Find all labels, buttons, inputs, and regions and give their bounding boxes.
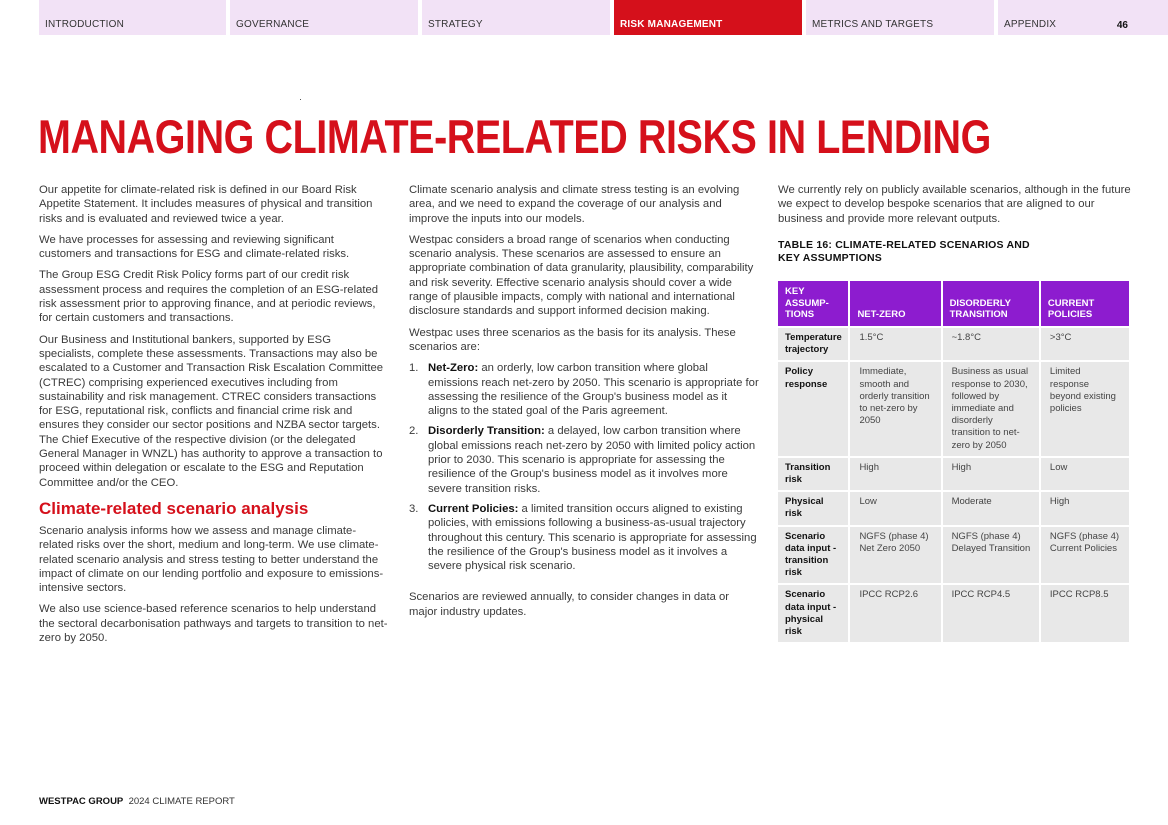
table-row (778, 458, 1129, 490)
table-cell: High (1041, 492, 1129, 524)
list-term: Net-Zero: (428, 362, 479, 375)
scenario-list (409, 361, 759, 573)
tab-metrics-and-targets[interactable]: METRICS AND TARGETS (806, 0, 994, 35)
table-cell: ~1.8°C (943, 328, 1039, 360)
paragraph: The Group ESG Credit Risk Policy forms part of our credit risk assessment process and requires the completion of an ESG-related risk assessment prior to approving finance, and at periodic reviews, for certain customers and transactions. (39, 269, 379, 325)
tab-strategy[interactable]: STRATEGY (422, 0, 610, 35)
list-text: a delayed, low carbon transition where global emissions reach net-zero by 2050 with limited policy action prior to 2030. This scenario is appropriate for assessing the resilience of the Group's business model as it involves more severe transition risks. (428, 425, 756, 495)
column-left (39, 183, 389, 652)
row-header: Policy response (778, 362, 848, 455)
table-cell: High (850, 458, 940, 490)
row-header: Physical risk (778, 492, 848, 524)
list-term: Disorderly Transition: (428, 425, 545, 438)
list-text: a limited transition occurs aligned to existing policies, with emissions following a business-as-usual trajectory throughout this century. This scenario is appropriate for assessing the resilience of the Group's business model as it involves a severe physical risk scenario. (428, 502, 757, 573)
table-header-row (778, 281, 1129, 326)
row-header: Scenario data input - transition risk (778, 527, 848, 584)
row-header: Scenario data input - physical risk (778, 585, 848, 642)
top-navigation (39, 0, 1168, 35)
paragraph: Climate scenario analysis and climate stress testing is an evolving area, and we need to expand the coverage of our analysis and improve the inputs into our models. (409, 184, 740, 225)
paragraph: We have processes for assessing and reviewing significant customers and transactions for ESG and climate-related risks. (39, 233, 350, 261)
table-row (778, 362, 1129, 455)
list-item (409, 361, 759, 418)
paragraph: We currently rely on publicly available scenarios, although in the future we expect to develop bespoke scenarios that are aligned to our business and provide more relevant outputs. (778, 184, 1131, 225)
table-cell: NGFS (phase 4) Current Policies (1041, 527, 1129, 584)
footer-report-title: 2024 CLIMATE REPORT (128, 796, 235, 807)
section-heading: Climate-related scenario analysis (39, 498, 309, 518)
table-cell: Immediate, smooth and orderly transition to net-zero by 2050 (850, 362, 940, 455)
list-number: 3. (409, 502, 419, 515)
tab-introduction[interactable]: INTRODUCTION (39, 0, 226, 35)
column-right (778, 183, 1133, 644)
column-header: DISORDERLY TRANSITION (943, 281, 1039, 326)
table-cell: High (943, 458, 1039, 490)
table-cell: NGFS (phase 4) Net Zero 2050 (850, 527, 940, 584)
table-row (778, 585, 1129, 642)
paragraph: Our Business and Institutional bankers, supported by ESG specialists, complete these assessments. Transactions may also be escalated to a Customer and Transaction Risk Escalation Committee (CTREC) comprising experienced executives including from sustainability and risk management. CTREC considers transactions for ESG, reputational risk, conflicts and financial crime risk and ensures they consider our sector positions and NZBA sector targets. The Chief Executive of the respective division (or the delegated General Manager in WNZL) has authority to approve a transaction to proceed within delegation or escalate to the ESG and Reputation Committee and/or the CEO. (39, 333, 384, 489)
list-item (409, 502, 759, 573)
table-cell: 1.5°C (850, 328, 940, 360)
table-title-line: KEY ASSUMPTIONS (778, 251, 882, 264)
table-cell: Business as usual response to 2030, followed by immediate and disorderly transition to net-zero by 2050 (943, 362, 1039, 455)
column-middle (409, 183, 759, 626)
table-cell: IPCC RCP2.6 (850, 585, 940, 642)
table-cell: NGFS (phase 4) Delayed Transition (943, 527, 1039, 584)
list-number: 1. (409, 362, 419, 375)
tab-appendix[interactable]: APPENDIX (998, 0, 1168, 35)
paragraph: Scenarios are reviewed annually, to consider changes in data or major industry updates. (409, 591, 730, 618)
paragraph: Our appetite for climate-related risk is defined in our Board Risk Appetite Statement. It includes measures of physical and transition risks and is evaluated and reviewed twice a year. (39, 184, 373, 225)
page-number: 46 (1116, 20, 1128, 31)
table-row (778, 328, 1129, 360)
list-term: Current Policies: (428, 502, 519, 515)
footer-brand: WESTPAC GROUP (39, 796, 124, 807)
tab-risk-management[interactable]: RISK MANAGEMENT (614, 0, 802, 35)
list-number: 2. (409, 425, 419, 438)
list-item (409, 424, 759, 495)
table-row (778, 527, 1129, 584)
row-header: Transition risk (778, 458, 848, 490)
table-cell: Low (850, 492, 940, 524)
table-cell: Low (1041, 458, 1129, 490)
table-title-line: TABLE 16: CLIMATE-RELATED SCENARIOS AND (778, 238, 1030, 251)
column-header: KEY ASSUMP-TIONS (778, 281, 848, 326)
table-title (778, 239, 1133, 265)
list-text: an orderly, low carbon transition where global emissions reach net-zero by 2050. This scenario is appropriate for assessing the resilience of the Group's business model as it aligns to the stated goal of the Paris agreement. (428, 362, 759, 418)
paragraph: Scenario analysis informs how we assess and manage climate-related risks over the short, medium and long-term. We use climate-related scenario analysis and stress testing to better understand the impact of climate on our lending portfolio and exposure to emissions-intensive sectors. (39, 524, 384, 595)
page-footer (39, 796, 235, 807)
row-header: Temperature trajectory (778, 328, 848, 360)
table-cell: Moderate (943, 492, 1039, 524)
paragraph: We also use science-based reference scenarios to help understand the sectoral decarbonisation pathways and targets to transition to net-zero by 2050. (39, 603, 388, 645)
table-row (778, 492, 1129, 524)
paragraph: Westpac considers a broad range of scenarios when conducting scenario analysis. These scenarios are assessed to ensure an appropriate combination of data granularity, plausibility, comparability and risk severity. Effective scenario analysis should cover a wide range of plausible impacts, comply with national and international disclosure standards and support informed decision making. (409, 233, 754, 318)
stray-dot (300, 99, 301, 100)
page-title: MANAGING CLIMATE-RELATED RISKS IN LENDING (38, 110, 991, 163)
table-cell: IPCC RCP4.5 (943, 585, 1039, 642)
tab-governance[interactable]: GOVERNANCE (230, 0, 418, 35)
table-cell: IPCC RCP8.5 (1041, 585, 1129, 642)
scenarios-table (776, 279, 1131, 644)
table-cell: Limited response beyond existing policies (1041, 362, 1129, 455)
column-header: CURRENT POLICIES (1041, 281, 1129, 326)
paragraph: Westpac uses three scenarios as the basis for its analysis. These scenarios are: (409, 326, 736, 353)
table-cell: >3°C (1041, 328, 1129, 360)
column-header: NET-ZERO (850, 281, 940, 326)
